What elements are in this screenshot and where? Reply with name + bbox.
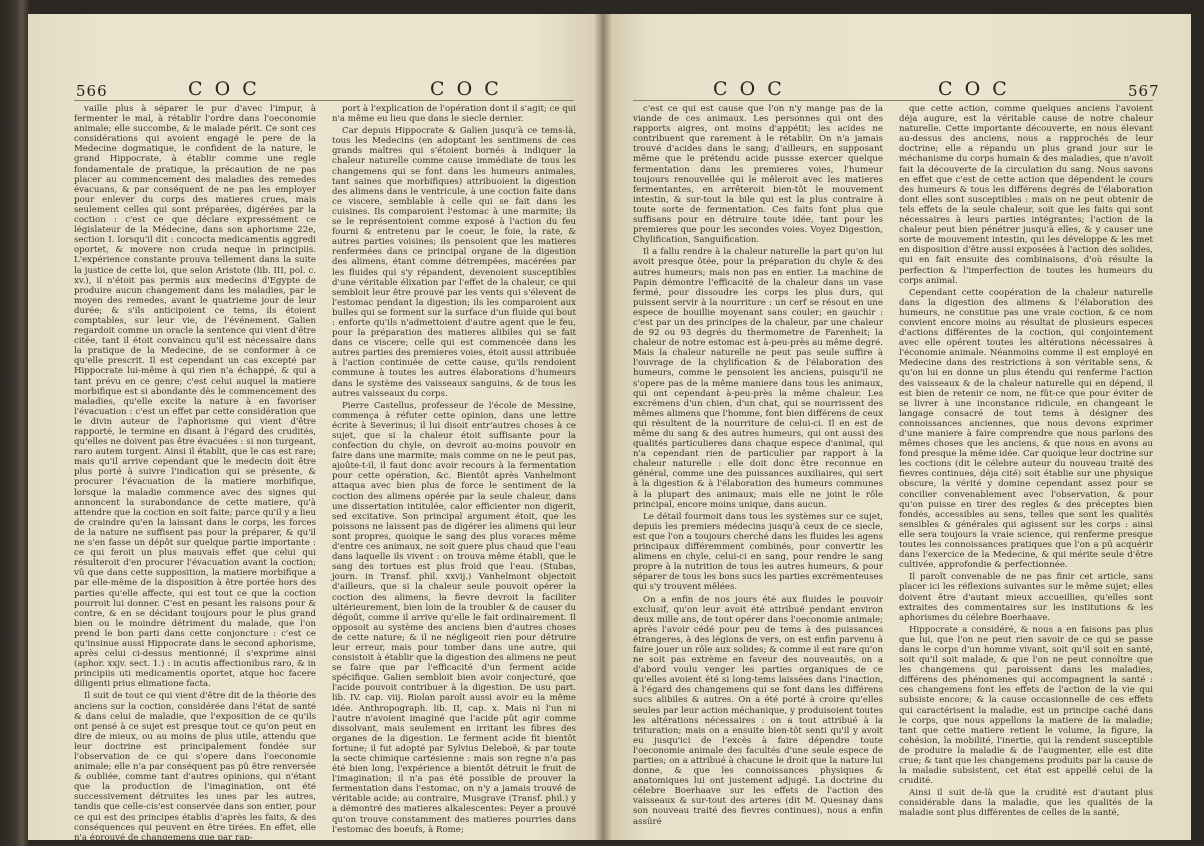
left-column-1 bbox=[74, 104, 316, 843]
paragraph: c'est ce qui est cause que l'on n'y mange pas de la viande de ces animaux. Les personnes qui ont des rapports aigres, ont moins d'appétit; les acides ne contribuent que rarement à le rétablir. On n'a jamais trouvé d'acides dans le sang; d'ailleurs, en supposant même que le prétendu acide pussse exercer quelque fermentation dans les premieres voies, l'humeur toujours renouvellée qui le mêleroit avec les matieres fermentantes, en arrêteroit bien-tôt le mouvement intestin, & sur-tout la bile qui est la plus contraire à toute sorte de fermentation. Ces faits font plus que suffisans pour en détruire toute idée, tant pour les premieres que pour les secondes voies. Voyez Digestion, Chylification, Sanguification. bbox=[633, 104, 883, 246]
right-page-number: 567 bbox=[1128, 82, 1160, 100]
right-headword-2: C O C bbox=[938, 78, 1010, 100]
right-page bbox=[603, 14, 1191, 840]
left-page-header bbox=[28, 76, 603, 100]
left-headword-1: C O C bbox=[188, 78, 260, 100]
right-headword-1: C O C bbox=[713, 78, 785, 100]
paragraph: Il paroît convenable de ne pas finir cet article, sans placer ici les réflexions suivantes sur le même sujet; elles doivent être d'autant mieux accueillies, qu'elles sont extraites des commentaires sur les institutions & les aphorismes du célebre Boerhaave. bbox=[899, 572, 1153, 623]
paragraph: Il suit de tout ce qui vient d'être dit de la théorie des anciens sur la coction, considérée dans l'état de santé & dans celui de maladie, que l'exposition de ce qu'ils ont pensé à ce sujet est presque tout ce qu'on peut en dire de mieux, ou au moins de plus utile, attendu que leur doctrine est principalement fondée sur l'observation de ce qui s'opere dans l'oeconomie animale; elle n'a par conséquent pas pû être renversée & oubliée, comme tant d'autres opinions, qui n'étant que la production de l'imagination, ont été successivement détruites les unes par les autres, tandis que celle-cis'est conservée dans son entier, pour ce qui est des principes établis d'après les faits, & des conséquences qui peuvent en être tirées. En effet, elle n'a éprouvé de changemens que par rap- bbox=[74, 691, 316, 843]
right-column-2 bbox=[899, 104, 1153, 832]
book-gutter bbox=[594, 14, 612, 840]
left-page-number: 566 bbox=[76, 82, 108, 100]
paragraph: Car depuis Hippocrate & Galien jusqu'à ce tems-là, tous les Medecins (en adoptant les sentimens de ces grands maîtres qui s'étoient bornés à indiquer la chaleur naturelle comme cause immédiate de tous les changemens qui se font dans les humeurs animales, tant saines que morbifiques) attribuoient la digestion des alimens dans le ventricule, à une coction faite dans ce viscere, semblable à celle qui se fait dans les cuisines. Ils comparoient l'estomac à une marmite; ils se le représentoient comme exposé à l'action du feu fourni & entretenu par le coeur, le foie, la rate, & autres parties voisines; ils pensoient que les matieres renfermées dans ce principal organe de la digestion des alimens, étant comme détrempées, macérées par les fluides qui s'y répandent, devenoient susceptibles d'une véritable élixation par l'effet de la chaleur, ce qui sembloit leur être prouvé par les vents qui s'élevent de l'estomac pendant la digestion; ils les comparoient aux bulles qui se forment sur la surface d'un fluide qui bout : enforte qu'ils n'admettoient d'autre agent que le feu, pour la préparation des matieres alibiles qui se fait dans ce viscere; celle qui est commencée dans les autres parties des premieres voies, étoit aussi attribuée à l'action continuée de cette cause, qu'ils rendoient commune à toutes les autres élaborations d'humeurs dans le système des vaisseaux sanguins, & de tous les autres vaisseaux du corps. bbox=[332, 126, 576, 399]
paragraph: vaille plus à séparer le pur d'avec l'impur, à fermenter le mal, à rétablir l'ordre dans l'oeconomie animale; elle succombe, & le malade périt. Ce sont ces considérations qui avoient engagé le pere de la Medecine dogmatique, le confident de la nature, le grand Hippocrate, à établir comme une regle fondamentale de pratique, la précaution de ne pas placer au commencement des maladies des remedes évacuans, & par conséquent de ne pas les employer pour enlever du corps des matieres crues, mais seulement celles qui sont préparées, digérées par la coction : c'est ce que déclare expressément ce législateur de la Médecine, dans son aphorisme 22e, section I. lorsqu'il dit : concocta medicamentis aggredi oportet, & movere non cruda neque in principiis. L'expérience constante prouva tellement dans la suite la justice de cette loi, que selon Aristote (lib. III, pol. c. xv.), il n'étoit pas permis aux medecins d'Egypte de produire aucun changement dans les maladies, par le moyen des remedes, avant le quatrieme jour de leur durée; & s'ils anticipoient ce tems, ils étoient comptables, sur leur vie, de l'événement. Galien regardoit comme un oracle la sentence qui vient d'être citée, tant il étoit convaincu qu'il est nécessaire dans la pratique de la Medecine, de se conformer à ce qu'elle prescrit. Il est cependant un cas excepté par Hippocrate lui-même à qui rien n'a échappé, & qui a tant prévu en ce genre; c'est celui auquel la matiere morbifique est si abondante dès le commencement des maladies, qu'elle excite la nature à en favoriser l'évacuation : c'est un effet par cette considération que le divin auteur de l'aphorisme qui vient d'être rapporté, le termine en disant à l'égard des crudités, qu'elles ne doivent pas être évacuées : si non turgeant, raro autem turgent. Ainsi il établit, que le cas est rare; mais qu'il arrive cependant que le medecin doit être plus porté à suivre l'indication qui se présente, & procurer l'évacuation de la matiere morbifique, lorsque la maladie commence avec des signes qui annoncent la surabondance de cette matiere, qu'à attendre que la coction en soit faite; parce qu'il y a lieu de craindre qu'en la laissant dans le corps, les forces de la nature ne suffisent pas pour la préparer, & qu'il ne s'en fasse un dépôt sur quelque partie importante : ce qui feroit un plus mauvais effet que celui qui résulteroit d'en procurer l'évacuation avant la coction; vû que dans cette supposition, la matiere morbifique a par elle-même de la disposition à être portée hors des parties qu'elle affecte, qui est tout ce que la coction pourroit lui donner. C'est en pesant les raisons pour & contre, & en se décidant toujours pour le plus grand bien ou le moindre détriment du malade, que l'on prend le bon parti dans cette conjoncture : c'est ce qu'insinue aussi Hippocrate dans le second aphorisme, après celui ci-dessus mentionné; il s'exprime ainsi (aphor. xxjv. sect. 1.) : in acutis affectionibus raro, & in principiis uti medicamentis oportet, atque hoc facere diligenti prius elimatione facta. bbox=[74, 104, 316, 690]
left-page bbox=[28, 14, 603, 843]
right-column-1 bbox=[633, 104, 883, 832]
paragraph: que cette action, comme quelques anciens l'avoient déja augure, est la véritable cause de notre chaleur naturelle. Cette importante découverte, en nous élevant au-dessus des anciens, nous a rapprochés de leur doctrine; elle a répandu un plus grand jour sur le méchanisme du corps humain & des maladies, que n'avoit fait la découverte de la circulation du sang. Nous savons en effet que c'est de cette action que dépendent le cours des humeurs & tous les différens degrés de l'élaboration dont elles sont susceptibles : mais on ne peut obtenir de tels effets de la seule chaleur, soit que les faits qui sont nécessaires à leurs parties intégrantes; l'action de la chaleur peut bien pénétrer jusqu'à elles, & y causer une sorte de mouvement intestin, qui les développe & les met en disposition d'être aussi exposées à l'action des solides, qui en fait ensuite des combinaisons, d'où résulte la perfection & l'imperfection de toutes les humeurs du corps animal. bbox=[899, 104, 1153, 286]
paragraph: Il a fallu rendre à la chaleur naturelle la part qu'on lui avoit presque ôtée, pour la préparation du chyle & des autres humeurs; mais non pas en entier. La machine de Papin démontre l'efficacité de la chaleur dans un vase fermé, pour dissoudre les corps les plus durs, qui puissent servir à la nourriture : un cerf se résout en une espece de bouillie moyenant sans couler; en gauchir : c'est par un des principes de la chaleur, par une chaleur de 92 ou 93 degrés du thermometre de Farenheit; la chaleur de notre estomac est à-peu-près au même degré. Mais la chaleur naturelle ne peut pas seule suffire à l'ouvrage de la chylification & de l'élaboration des humeurs, comme le pensoient les anciens, puisqu'il ne s'opere pas de la même maniere dans tous les animaux, qui ont cependant à-peu-près la même chaleur. Les excrémens d'un chien, d'un chat, qui se nourrissent des mêmes alimens que l'homme, font bien différens de ceux qui résultent de la nourriture de celui-ci. Il en est de même du sang & des autres humeurs, qui ont aussi des qualités particulieres dans chaque espece d'animal, qui n'a cependant rien de particulier par rapport à la chaleur naturelle : elle doit donc être reconnue en général, comme une des puissances auxiliaires, qui sert à la digestion & à l'élaboration des humeurs communes à la plupart des animaux; mais elle ne joint le rôle principal, encore moins unique, dans aucun. bbox=[633, 247, 883, 510]
paragraph: Cependant cette coopération de la chaleur naturelle dans la digestion des alimens & l'élaboration des humeurs, ne constitue pas une vraie coction, & ce nom convient encore moins au résultat de plusieurs especes d'actions différentes de la coction, qui conjointement avec elle opérent toutes les altérations nécessaires à l'économie animale. Néanmoins comme il est employé en Medecine dans des restrictions à son véritable sens, & qu'on lui en donne un plus étendu qui renferme l'action des vaisseaux & de la chaleur naturelle qui en dépend, il est bien de retenir ce nom, ne fût-ce que pour éviter de se livrer à une inconstance ridicule, en changeant le langage consacré de tout tems à désigner des connoissances anciennes, que nous devons exprimer d'une maniere à faire comprendre que nous parlons des mêmes choses que les anciens, & que nous en avons au fond presque la même idée. Car quoique leur doctrine sur les coctions (dit le célebre auteur du nouveau traité des fievres continues, déja cité) soit établie sur une physique obscure, la vérité y domine cependant assez pour se concilier convenablement avec l'observation, & pour qu'on puisse en tirer des regles & des préceptes bien fondés, accessibles au sens, telles que sont les qualités sensibles & générales qui agissent sur les corps : ainsi elle sera toujours la vraie science, qui renferme presque toutes les connoissances pratiques que l'on a pû acquérir dans l'exercice de la Medecine, & qui mérite seule d'être cultivée, approfondie & perfectionnée. bbox=[899, 287, 1153, 571]
paragraph: Hippocrate a considéré, & nous a en faisons pas plus que lui, que l'on ne peut rien savoir de ce qui se passe dans le corps d'un homme vivant, soit qu'il soit en santé, soit qu'il soit malade, & que l'on ne peut connoître que les changemens qui paroissent dans les maladies, différens des phénomenes qui accompagnent la santé : ces changemens font les effets de l'action de la vie qui subsiste encore; & la cause occasionnelle de ces effets qui caractérisent la maladie, est un principe caché dans le corps, que nous appellons la matiere de la maladie; tant que cette matiere retient le volume, la figure, la cohésion, la mobilité, l'inertie, qui la rendent susceptible de produire la maladie & de l'augmenter, elle est dite crue; & tant que les changemens produits par la cause de la maladie subsistent, cet état est appellé celui de la crudité. bbox=[899, 624, 1153, 787]
paragraph: On a enfin de nos jours été aux fluides le pouvoir exclusif, qu'on leur avoit été attribué pendant environ deux mille ans, de tout opérer dans l'oeconomie animale; après l'avoir cédé pour peu de tems à des puissances étrangeres, à des légions de vers, on est enfin parvenu à faire jouer un rôle aux solides; & comme il est rare qu'on ne soit pas extrème en faveur des nouveautés, on a d'abord voulu venger les parties organiques de ce qu'elles avoient été si long-tems laissées dans l'inaction, à l'égard des changemens qui se font dans les différens sucs alibiles & autres. On a été porté à croire qu'elles seules par leur action méchanique, y produisoient toutes les altérations nécessaires : on a tout attribué à la trituration; mais on a ensuite bien-tôt senti qu'il y avoit eu jusqu'ici de l'excès à faire dépendre toute l'oeconomie animale des facultés d'une seule espece de parties; on a attribué à chacune le droit que la nature lui donne, & que les connoissances physiques & anatomiques lui ont justement adjugé. La doctrine du célebre Boerhaave sur les effets de l'action des vaisseaux & sur-tout des arteres (dit M. Quesnay dans son nouveau traité des fievres continues), nous a enfin assûré bbox=[633, 594, 883, 827]
paragraph: Pierre Castellus, professeur de l'école de Messine, commença à réfuter cette opinion, dans une lettre écrite à Severinus; il lui disoit entr'autres choses à ce sujet, que si la chaleur étoit suffisante pour la confection du chyle, on devroit au-moins pouvoir en faire dans une marmite; mais comme on ne le peut pas, ajoûte-t-il, il faut donc avoir recours à la fermentation pour cette opération, &c. Bientôt après Vanhelmont attaqua avec bien plus de force le sentiment de la coction des alimens opérée par la seule chaleur, dans une dissertation intitulée, calor efficienter non digerit, sed excitative. Son principal argument étoit, que les poissons ne laissent pas de digérer les alimens qui leur sont propres, quoique le sang des plus voraces même d'entre ces animaux, ne soit guere plus chaud que l'eau dans laquelle ils vivent : on trouva même établi, que le sang des tortues est plus froid que l'eau. (Stubas, journ. in Transf. phil. xxvij.) Vanhelmont objectoit d'ailleurs, que si la chaleur seule pouvoit opérer la coction des alimens, la fievre devroit la faciliter ultérieurement, bien loin de la troubler & de causer du dégoût, comme il arrive qu'elle le fait ordinairement. Il opposoit au système des anciens bien d'autres choses de cette nature; & il ne négligeoit rien pour détruire leur erreur, mais pour tomber dans une autre, qui consistoit à établir que la digestion des alimens ne peut se faire que par l'efficacité d'un ferment acide spécifique. Galien sembloit bien avoir conjecturé, que l'acide pouvoit contribuer à la digestion. De usu part. lib. IV. cap. viij. Riolan paroît aussi avoir eu la même idée. Anthropograph. lib. II, cap. x. Mais ni l'un ni l'autre n'avoient imaginé que l'acide pût agir comme dissolvant, mais seulement en irritant les fibres des organes de la digestion. Le ferment acide fit bientôt fortune; il fut adopté par Sylvius Deleboë, & par toute la secte chimique cartésienne : mais son regne n'a pas été bien long, l'expérience a bientôt détruit le fruit de l'imagination; il n'a pas été possible de prouver la fermentation dans l'estomac, on n'y a jamais trouvé de véritable acide; au contraire, Musgrave (Transf. phil.) y a démontré des matieres alkalescentes: Peyer a prouvé qu'on trouve constamment des matieres pourries dans l'estomac des boeufs, à Rome; bbox=[332, 400, 576, 835]
paragraph: Ainsi il suit de-là que la crudité est d'autant plus considérable dans la maladie, que les qualités de la maladie sont plus différentes de celles de la santé, bbox=[899, 788, 1153, 819]
left-column-2 bbox=[332, 104, 576, 835]
paragraph: port à l'explication de l'opération dont il s'agit; ce qui n'a même eu lieu que dans le siecle dernier. bbox=[332, 104, 576, 125]
right-header-rule bbox=[633, 100, 1153, 101]
left-header-rule bbox=[74, 100, 574, 101]
right-page-header bbox=[603, 76, 1191, 100]
paragraph: Le détail fourmoit dans tous les systèmes sur ce sujet, depuis les premiers médecins jusqu'à ceux de ce siecle, est que l'on a toujours cherché dans les fluides les agens principaux différemment combinés, pour convertir les alimens en chyle, celui-ci en sang, pour rendre le sang propre à la nutrition de tous les autres humeurs, & pour séparer de tous les bons sucs les parties excrémenteuses qui s'y trouvent mêlées. bbox=[633, 511, 883, 593]
left-headword-2: C O C bbox=[430, 78, 502, 100]
